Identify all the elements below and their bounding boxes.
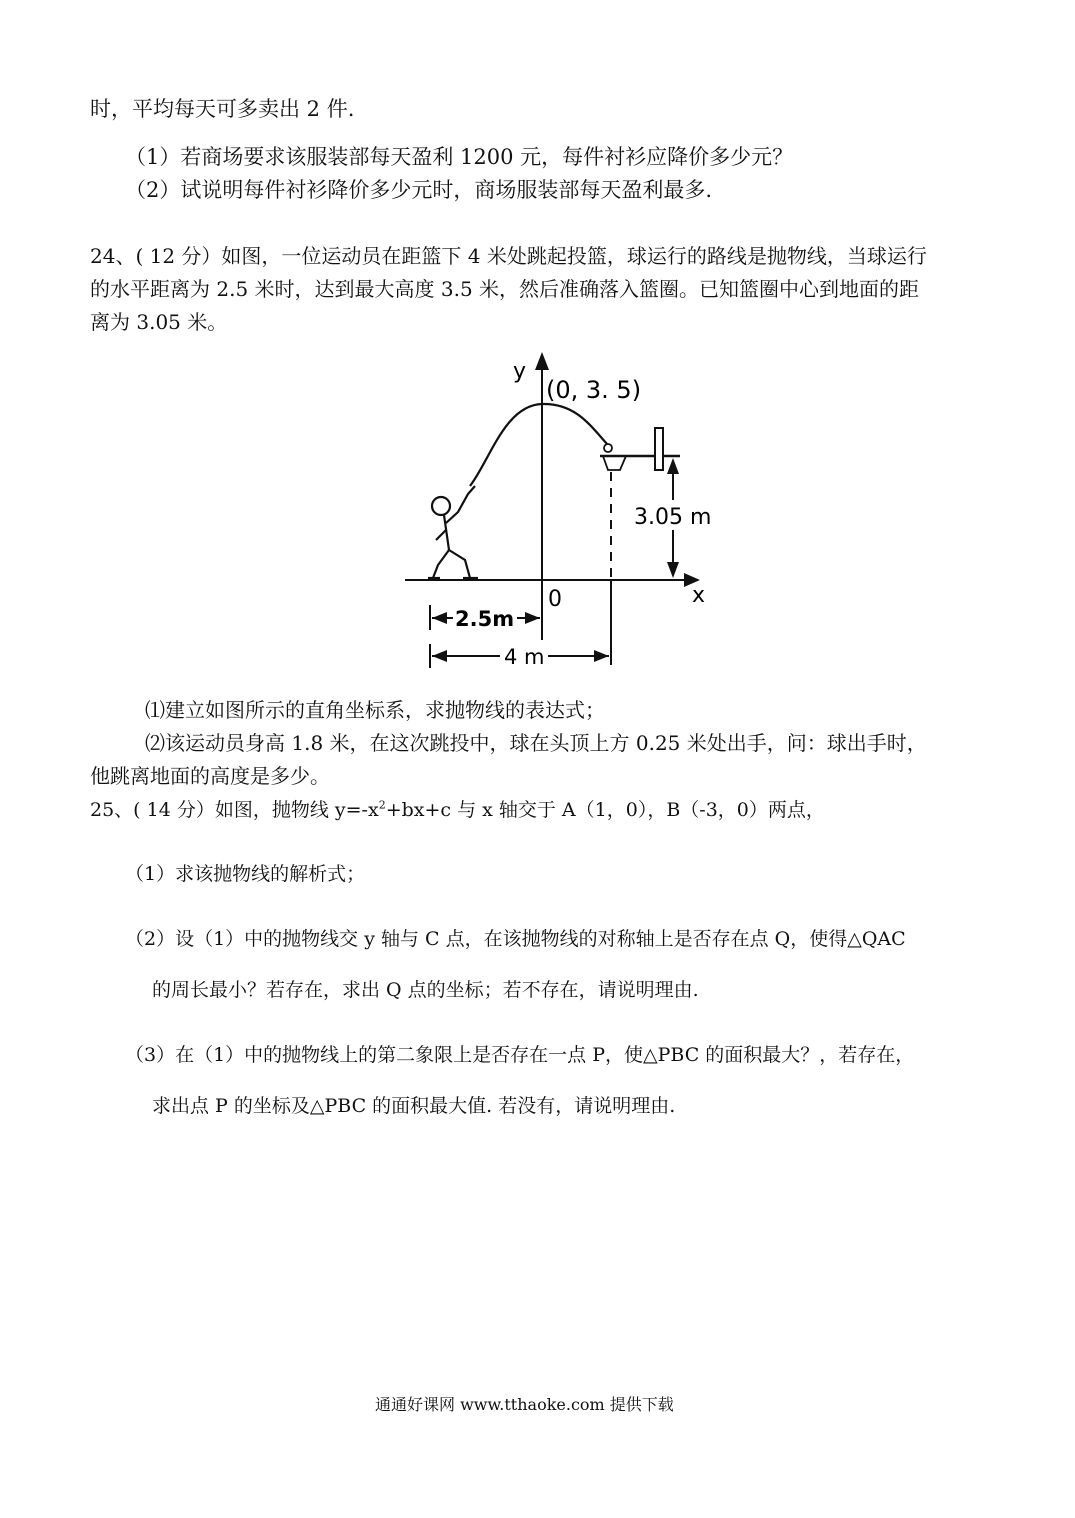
height-arrow-down-icon [667,562,679,578]
player-icon [428,486,478,578]
ball-trajectory [470,404,607,486]
q25-intro-b: +bx+c 与 x 轴交于 A（1，0），B（-3，0）两点， [385,799,825,821]
hoop-net-icon [603,456,626,470]
dim-big-left-arrow-icon [432,650,447,662]
q25-part1: （1）求该抛物线的解析式； [125,863,366,885]
q24-line3: 离为 3.05 米。 [90,310,228,334]
q24-part2b: 他跳离地面的高度是多少。 [90,764,330,788]
q25-part3b: 求出点 P 的坐标及△PBC 的面积最大值. 若没有，请说明理由. [152,1095,676,1117]
dim-small-left-arrow-icon [432,612,447,624]
q23-part1: （1）若商场要求该服装部每天盈利 1200 元，每件衬衫应降价多少元？ [125,145,794,169]
q24-line1: 24、( 12 分）如图，一位运动员在距篮下 4 米处跳起投篮，球运行的路线是抛物线，当球运行 [90,244,927,268]
q23-continuation: 时，平均每天可多卖出 2 件. [90,97,355,121]
q24-line2: 的水平距离为 2.5 米时，达到最大高度 3.5 米，然后准确落入篮圈。已知篮圈中心到地面的距 [90,277,920,301]
q23-part2: （2）试说明每件衬衫降价多少元时，商场服装部每天盈利最多. [125,178,713,202]
q24-part2a: ⑵该运动员身高 1.8 米，在这次跳投中，球在头顶上方 0.25 米处出手，问：球出手时， [145,731,927,755]
backboard-icon [655,428,663,470]
q25-intro-exponent: 2 [378,798,386,812]
height-arrow-up-icon [667,458,679,474]
dim-small-label: 2.5m [455,607,515,631]
y-axis-label: y [513,359,527,384]
q25-part2b: 的周长最小？若存在，求出 Q 点的坐标；若不存在，请说明理由. [152,979,699,1001]
hoop-height-label: 3.05 m [634,505,712,530]
dim-big-label: 4 m [504,645,545,669]
y-axis-arrow-icon [535,352,549,370]
basketball-figure [395,340,725,675]
origin-label: 0 [548,587,562,612]
q25-intro [90,795,825,822]
vertex-label: (0, 3. 5) [546,376,642,404]
x-axis-label: x [692,583,706,608]
q25-intro-a: 25、( 14 分）如图，抛物线 y=-x [90,799,379,821]
ball-icon [604,444,612,452]
dim-small-right-arrow-icon [525,612,540,624]
q24-part1: ⑴建立如图所示的直角坐标系，求抛物线的表达式； [145,698,605,722]
q25-part2a: （2）设（1）中的抛物线交 y 轴与 C 点，在该抛物线的对称轴上是否存在点 Q，使得△QAC [125,928,906,950]
dim-big-right-arrow-icon [594,650,609,662]
page-footer: 通通好课网 www.tthaoke.com 提供下载 [375,1395,674,1414]
q25-part3a: （3）在（1）中的抛物线上的第二象限上是否存在一点 P，使△PBC 的面积最大？，若存在， [125,1044,915,1066]
